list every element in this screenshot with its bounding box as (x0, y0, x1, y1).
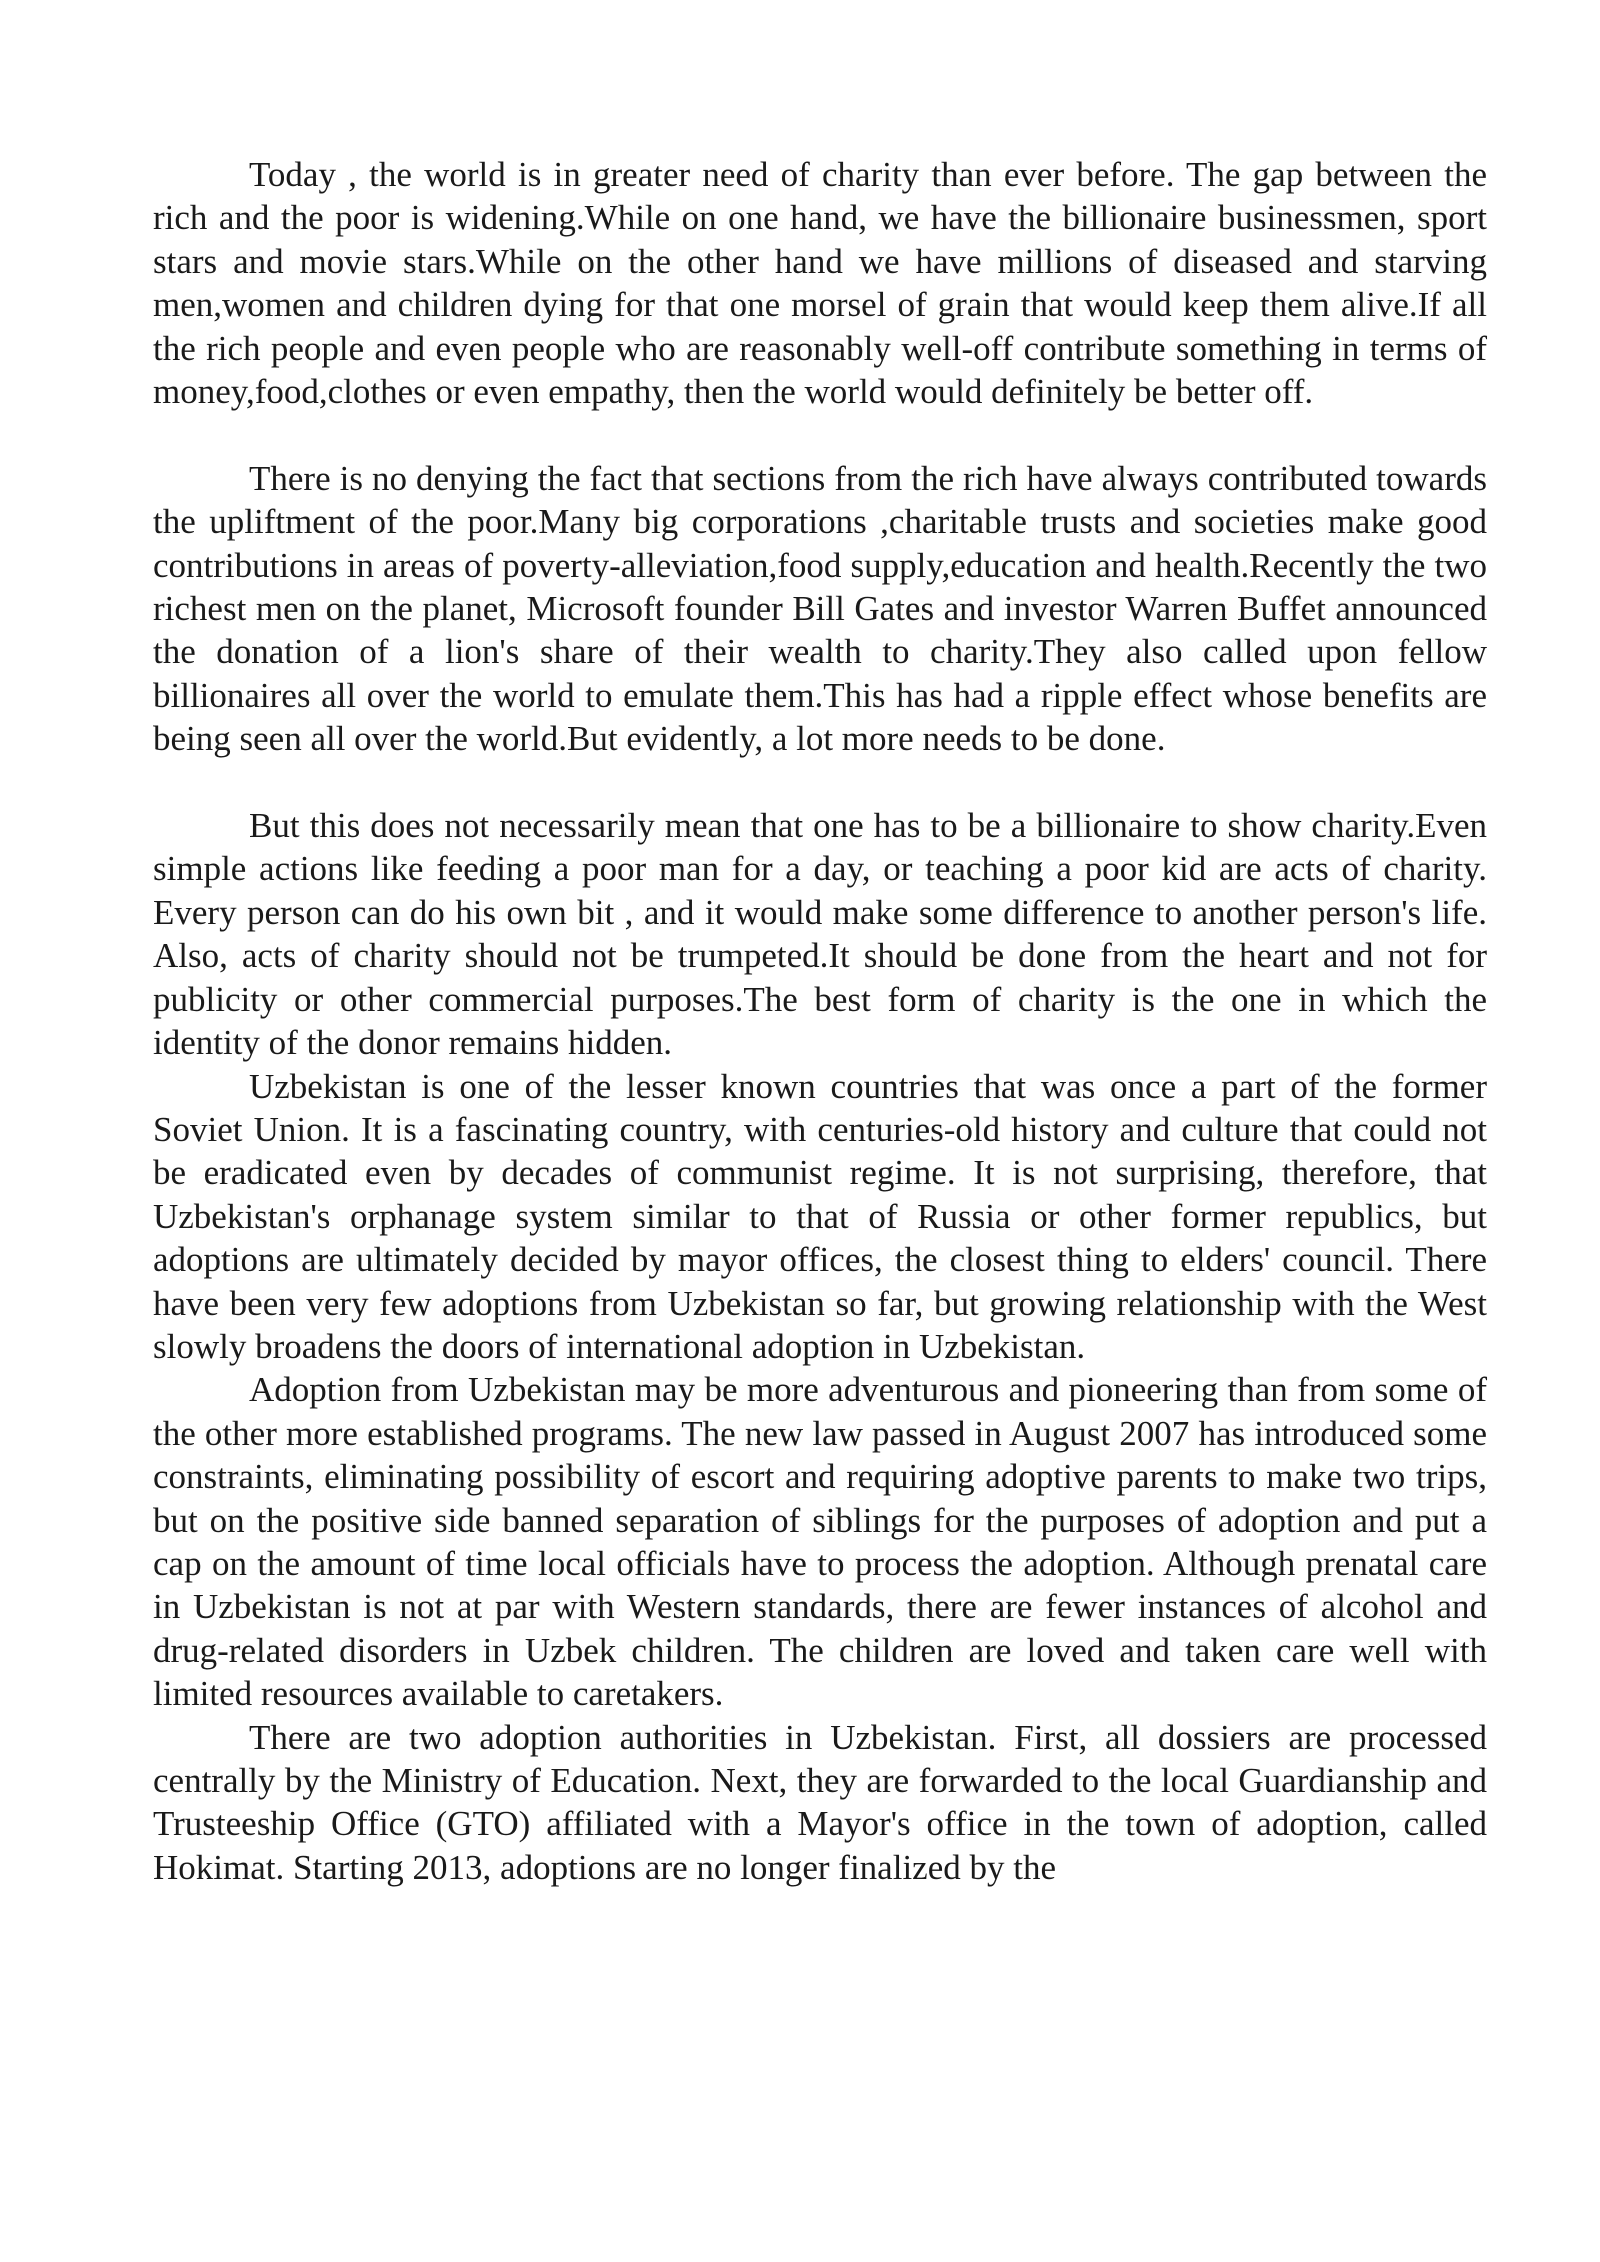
paragraph-simple-charity: But this does not necessarily mean that one has to be a billionaire to show charity.Even simple actions like feeding a poor man for a day, or teaching a poor kid are acts of charity. Every person can do his own bit , and it would make some difference to another person's life. Also, acts of charity should not be trumpeted.It should be done from the heart and not for publicity or other commercial purposes.The best form of charity is the one in which the identity of the donor remains hidden. (153, 806, 1487, 1063)
paragraph-adoption-authorities: There are two adoption authorities in Uzbekistan. First, all dossiers are processed centrally by the Ministry of Education. Next, they are forwarded to the local Guardianship and Trusteeship Office (GTO) affiliated with a Mayor's office in the town of adoption, called Hokimat. Starting 2013, adoptions are no longer finalized by the (153, 1717, 1487, 1887)
document-body (153, 153, 1487, 1889)
paragraph-uzbekistan-intro: Uzbekistan is one of the lesser known countries that was once a part of the former Soviet Union. It is a fascinating country, with centuries-old history and culture that could not be eradicated even by decades of communist regime. It is not surprising, therefore, that Uzbekistan's orphanage system similar to that of Russia or other former republics, but adoptions are ultimately decided by mayor offices, the closest thing to elders' council. There have been very few adoptions from Uzbekistan so far, but growing relationship with the West slowly broadens the doors of international adoption in Uzbekistan. (153, 1066, 1487, 1366)
paragraph-rich-contributions: There is no denying the fact that sections from the rich have always contributed towards the upliftment of the poor.Many big corporations ,charitable trusts and societies make good contributions in areas of poverty-alleviation,food supply,education and health.Recently the two richest men on the planet, Microsoft founder Bill Gates and investor Warren Buffet announced the donation of a lion's share of their wealth to charity.They also called upon fellow billionaires all over the world to emulate them.This has had a ripple effect whose benefits are being seen all over the world.But evidently, a lot more needs to be done. (153, 458, 1487, 759)
paragraph-charity-need: Today , the world is in greater need of charity than ever before. The gap between the rich and the poor is widening.While on one hand, we have the billionaire businessmen, sport stars and movie stars.While on the other hand we have millions of diseased and starving men,women and children dying for that one morsel of grain that would keep them alive.If all the rich people and even people who are reasonably well-off contribute something in terms of money,food,clothes or even empathy, then the world would definitely be better off. (153, 155, 1487, 412)
paragraph-adoption-law: Adoption from Uzbekistan may be more adventurous and pioneering than from some of the other more established programs. The new law passed in August 2007 has introduced some constraints, eliminating possibility of escort and requiring adoptive parents to make two trips, but on the positive side banned separation of siblings for the purposes of adoption and put a cap on the amount of time local officials have to process the adoption. Although prenatal care in Uzbekistan is not at par with Western standards, there are fewer instances of alcohol and drug-related disorders in Uzbek children. The children are loved and taken care well with limited resources available to caretakers. (153, 1370, 1487, 1714)
